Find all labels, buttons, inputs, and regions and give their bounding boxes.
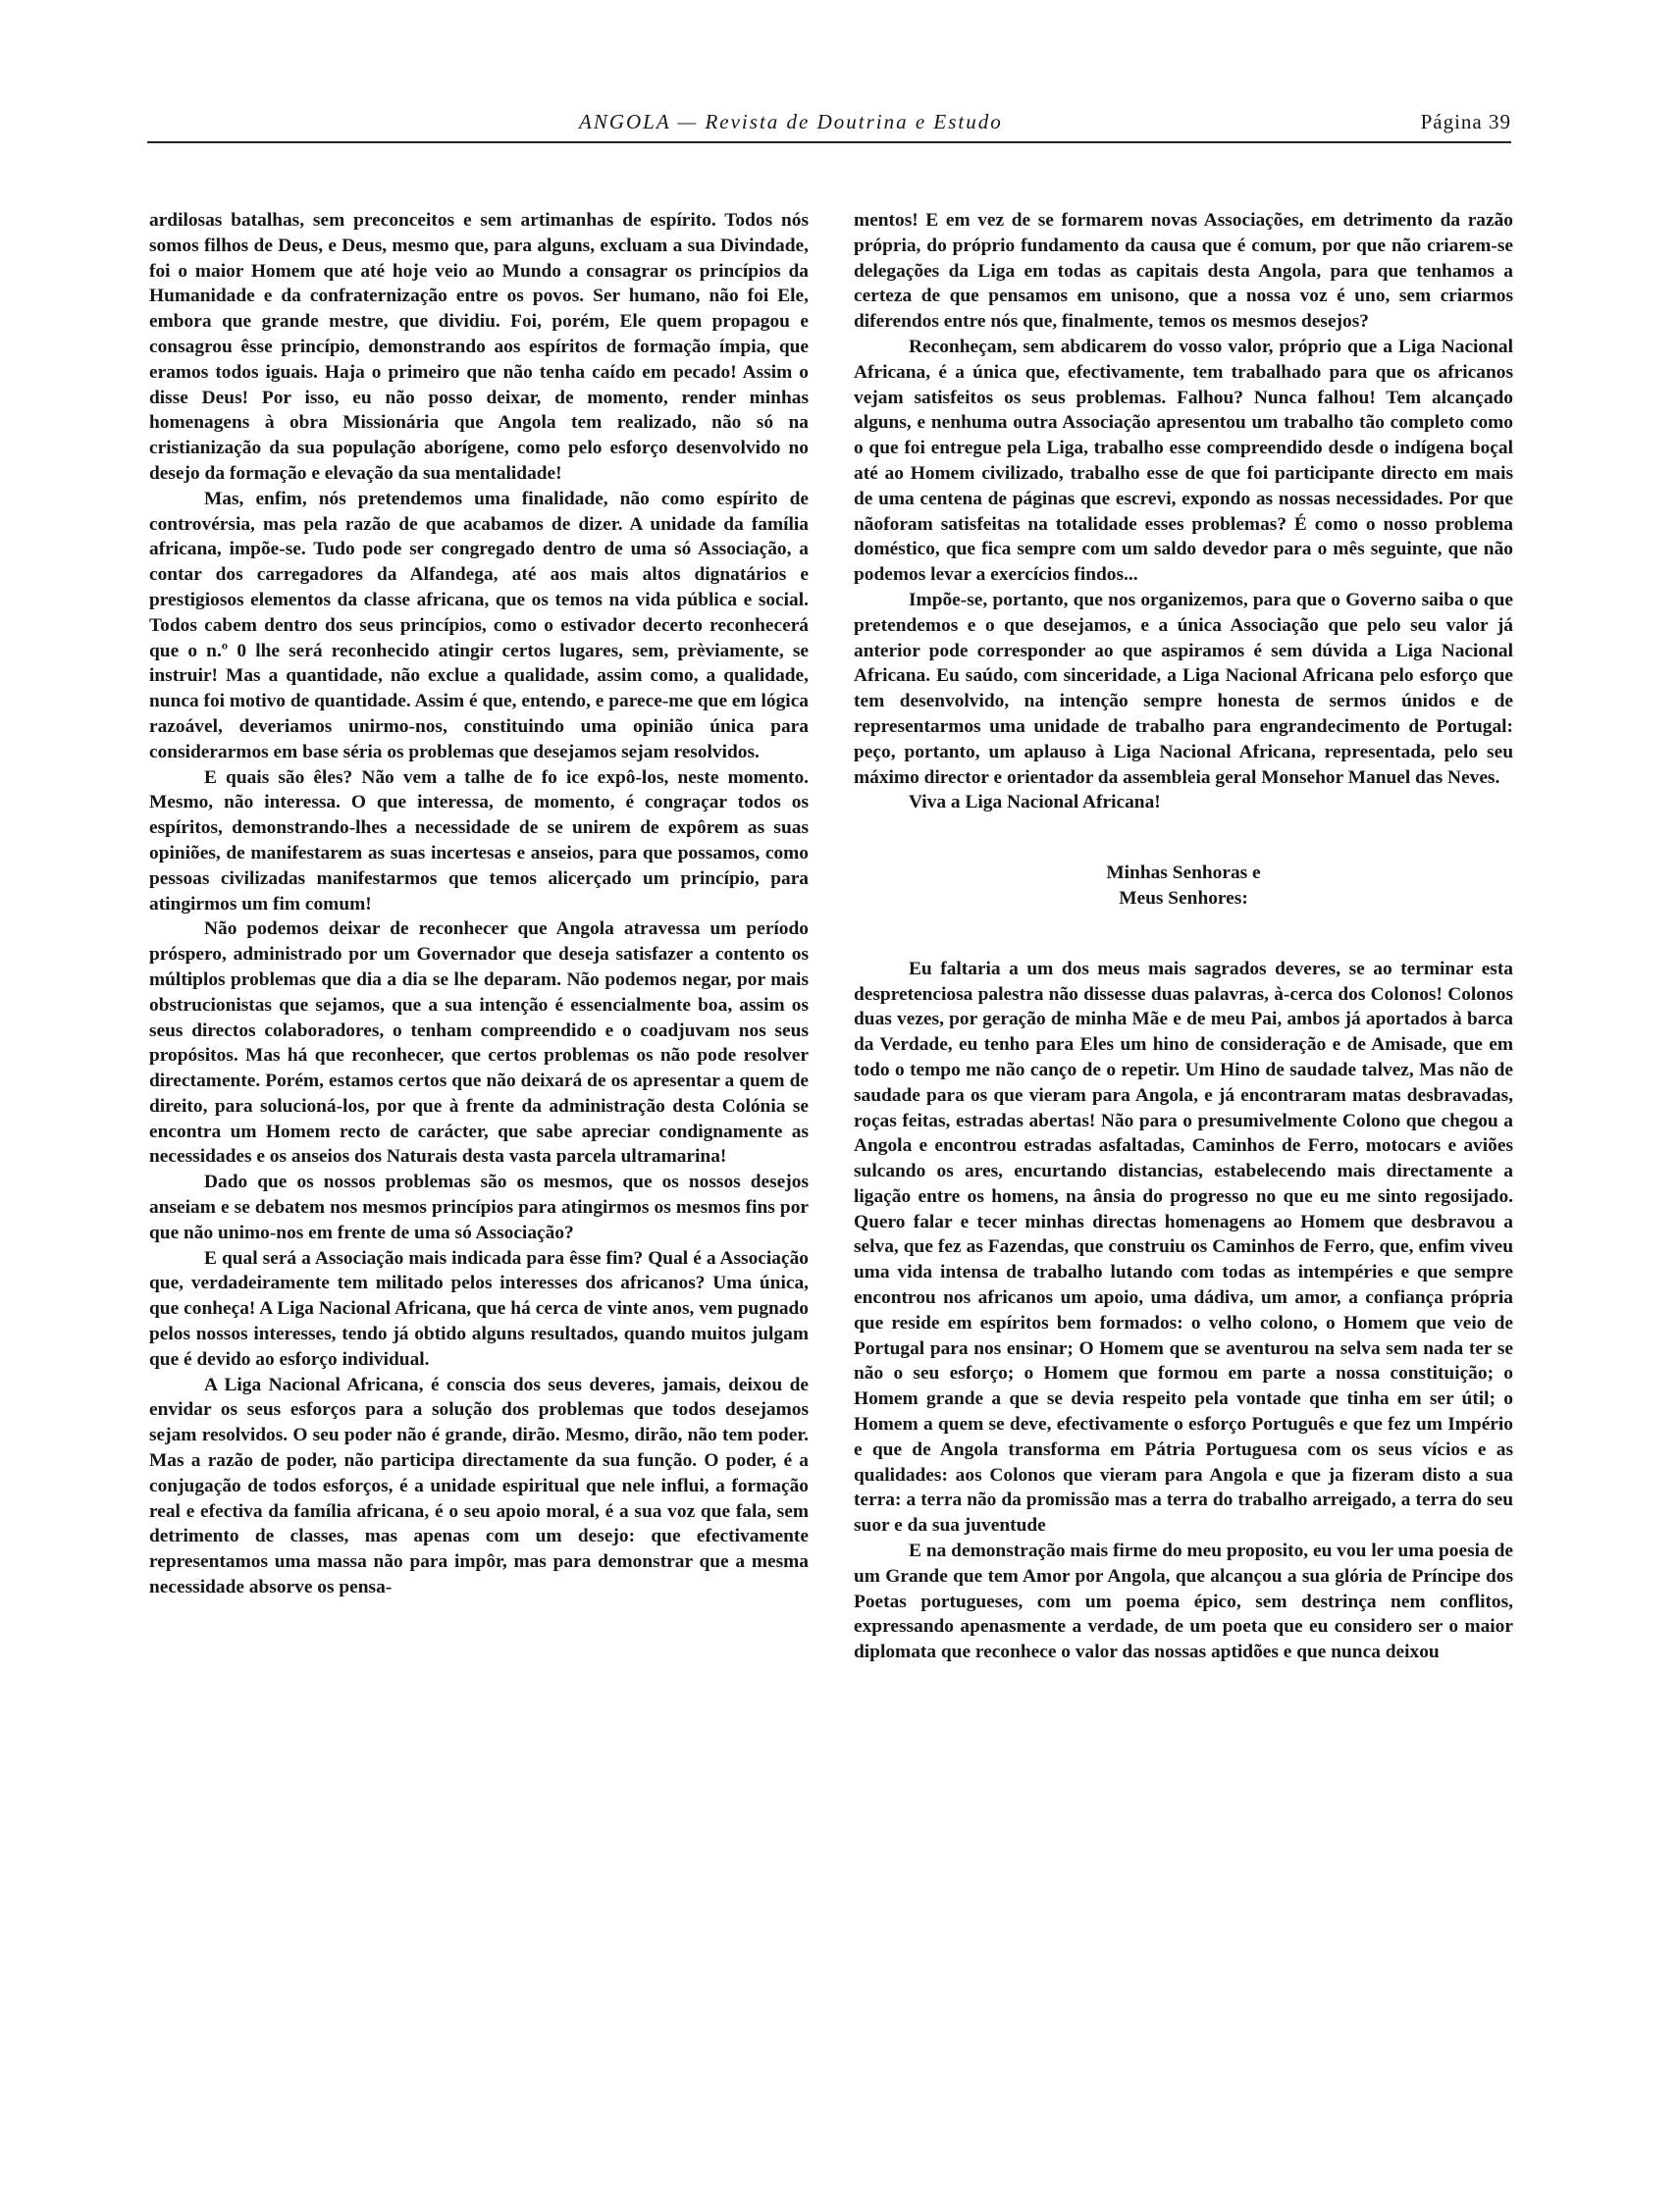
paragraph: Mas, enfim, nós pretendemos uma finalidade, não como espírito de controvérsia, mas pela razão de que acabamos de dizer. A unidade da família africana, impõe-se. Tudo pode ser congregado dentro de uma só Associação, a contar dos carregadores da Alfandega, até aos mais altos dignatários e prestigiosos elementos da classe africana, que os temos na vida pública e social. Todos cabem dentro dos seus princípios, como o estivador decerto reconhecerá que o n.º 0 lhe será reconhecido atingir certos lugares, sem, prèviamente, se instruir! Mas a quantidade, não exclue a qualidade, assim como, a qualidade, nunca foi motivo de quantidade. Assim é que, entendo, e parece-me que em lógica razoável, deveriamos unirmo-nos, constituindo uma opinião única para considerarmos em base séria os problemas que desejamos sejam resolvidos. [149,488,809,762]
paragraph: Reconheçam, sem abdicarem do vosso valor, próprio que a Liga Nacional Africana, é a única que, efectivamente, tem trabalhado para que os africanos vejam satisfeitos os seus problemas. Falhou? Nunca falhou! Tem alcançado alguns, e nenhuma outra Associação apresentou um trabalho tão completo como o que foi entregue pela Liga, trabalho esse compreendido desde o indígena boçal até ao Homem civilizado, trabalho esse de que foi participante directo em mais de uma centena de páginas que escrevi, expondo as nossas necessidades. Por que nãoforam satisfeitas na totalidade esses problemas? É como o nosso problema doméstico, que fica sempre com um saldo devedor para o mês seguinte, que não podemos levar a exercícios findos... [854,336,1513,586]
paragraph: E na demonstração mais firme do meu proposito, eu vou ler uma poesia de um Grande que tem Amor por Angola, que alcançou a sua glória de Príncipe dos Poetas portugueses, com um poema épico, sem destrinça nem conflitos, expressando apenasmente a verdade, de um poeta que eu considero ser o maior diplomata que reconhece o valor das nossas aptidões e que nunca deixou [854,1541,1513,1663]
paragraph: Eu faltaria a um dos meus mais sagrados deveres, se ao terminar esta despretenciosa palestra não dissesse duas palavras, à-cerca dos Colonos! Colonos duas vezes, por geração de minha Mãe e de meu Pai, ambos já aportados à barca da Verdade, eu tenho para Eles um hino de consideração e de Amisade, que em todo o tempo me não canço de o repetir. Um Hino de saudade talvez, Mas não de saudade para os que vieram para Angola, e já encontraram matas desbravadas, roças feitas, estradas abertas! Não para o presumivelmente Colono que chegou a Angola e encontrou estradas asfaltadas, Caminhos de Ferro, motocars e aviões sulcando os ares, encurtando distancias, estabelecendo mais directamente a ligação entre os homens, na ânsia do progresso no que eu me sinto regosijado. Quero falar e tecer minhas directas homenagens ao Homem que desbravou a selva, que fez as Fazendas, que construiu os Caminhos de Ferro, que, enfim viveu uma vida intensa de trabalho lutando com todas as intempéries e que sempre encontrou nos africanos um apoio, uma dádiva, um amor, a confiança própria que reside em espíritos bem formados: o velho colono, o Homem que veio de Portugal para nos ensinar; O Homem que se aventurou na selva sem nada ter se não o seu esforço; o Homem que formou em parte a nossa constituição; o Homem grande a que se devia respeito pela vontade que tinha em ser útil; o Homem a quem se deve, efectivamente o esforço Português e que fez um Império e que de Angola transforma em Pátria Portuguesa com os seus vícios e as qualidades: aos Colonos que vieram para Angola e que ja fizeram disto a sua terra: a terra não da promissão mas a terra do trabalho arreigado, a terra do seu suor e da sua juventude [854,958,1513,1537]
salutation-line-2: Meus Senhores: [1119,887,1248,909]
running-header [147,106,1511,143]
paragraph: E qual será a Associação mais indicada para êsse fim? Qual é a Associação que, verdadeiramente tem militado pelos interesses dos africanos? Uma única, que conheça! A Liga Nacional Africana, que há cerca de vinte anos, vem pugnado pelos nossos interesses, tendo já obtido alguns resultados, quando muitos julgam que é devido ao esforço individual. [149,1247,809,1370]
paragraph: Dado que os nossos problemas são os mesmos, que os nossos desejos anseiam e se debatem nos mesmos princípios para atingirmos os mesmos fins por que não unimo-nos em frente de uma só Associação? [149,1172,809,1243]
paragraph: Não podemos deixar de reconhecer que Angola atravessa um período próspero, administrado por um Governador que deseja satisfazer a contento os múltiplos problemas que dia a dia se lhe deparam. Não podemos negar, por mais obstrucionistas que sejamos, que a sua intenção é essencialmente boa, assim os seus directos colaboradores, o tenham compreendido e o coadjuvam nos seus propósitos. Mas há que reconhecer, que certos problemas os não pode resolver directamente. Porém, estamos certos que não deixará de os apresentar a quem de direito, para solucioná-los, por que à frente da administração desta Colónia se encontra um Homem recto de carácter, que sabe apreciar condignamente as necessidades e os anseios dos Naturais desta vasta parcela ultramarina! [149,918,809,1168]
salutation-line-1: Minhas Senhoras e [1106,863,1261,884]
paragraph: ardilosas batalhas, sem preconceitos e sem artimanhas de espírito. Todos nós somos filhos de Deus, e Deus, mesmo que, para alguns, excluam a sua Divindade, foi o maior Homem que até hoje veio ao Mundo a consagrar os princípios da Humanidade e da confraternização entre os povos. Ser humano, não foi Ele, embora que grande mestre, que dividiu. Foi, porém, Ele quem propagou e consagrou êsse princípio, demonstrando aos espíritos de formação ímpia, que eramos todos iguais. Haja o primeiro que não tenha caído em pecado! Assim o disse Deus! Por isso, eu não posso deixar, de momento, render minhas homenagens à obra Missionária que Angola tem realizado, não só na cristianização da sua população aborígene, como pelo esforço desenvolvido no desejo da formação e elevação da sua mentalidade! [149,210,809,484]
paragraph: E quais são êles? Não vem a talhe de fo ice expô-los, neste momento. Mesmo, não interessa. O que interessa, de momento, é congraçar todos os espíritos, demonstrando-lhes a necessidade de se unirem de expôrem as suas opiniões, de manifestarem as suas incertesas e anseios, para que possamos, como pessoas civilizadas manifestarmos que temos alicerçado um princípio, para atingirmos um fim comum! [149,766,809,915]
paragraph: mentos! E em vez de se formarem novas Associações, em detrimento da razão própria, do próprio fundamento da causa que é comum, por que não criarem-se delegações da Liga em todas as capitais desta Angola, para que tenhamos a certeza de que pensamos em unisono, que a nossa voz é uno, sem criarmos diferendos entre nós que, finalmente, temos os mesmos desejos? [854,210,1513,333]
paragraph: Impõe-se, portanto, que nos organizemos, para que o Governo saiba o que pretendemos e o que desejamos, e a única Associação que pelo seu valor já anterior pode corresponder ao que aspiramos é sem dúvida a Liga Nacional Africana. Eu saúdo, com sinceridade, a Liga Nacional Africana pelo esforço que tem desenvolvido, na intenção sempre honesta de sermos únidos e de representarmos uma unidade de trabalho para engrandecimento de Portugal: peço, portanto, um aplauso à Liga Nacional Africana, representada, pelo seu máximo director e orientador da assembleia geral Monsehor Manuel das Neves. [854,589,1513,788]
left-column [149,208,809,1600]
closing-cheer: Viva a Liga Nacional Africana! [909,792,1161,813]
running-title: ANGOLA — Revista de Doutrina e Estudo [579,110,1003,133]
right-column [854,208,1513,1665]
page-number: Página 39 [1420,110,1511,133]
paragraph: A Liga Nacional Africana, é consciа dos seus deveres, jamais, deixou de envidar os seus esforços para a solução dos problemas que todos desejamos sejam resolvidos. O seu poder não é grande, dirão. Mesmo, dirão, não tem poder. Mas a razão de poder, não participa directamente da sua função. O poder, é a conjugação de todos esforços, é a unidade espiritual que nele influi, a formação real e efectiva da família africana, é o seu apoio moral, é a sua voz que fala, sem detrimento de classes, mas apenas com um desejo: que efectivamente representamos uma massa não para impôr, mas para demonstrar que a mesma necessidade absorve os pensa- [149,1374,809,1598]
